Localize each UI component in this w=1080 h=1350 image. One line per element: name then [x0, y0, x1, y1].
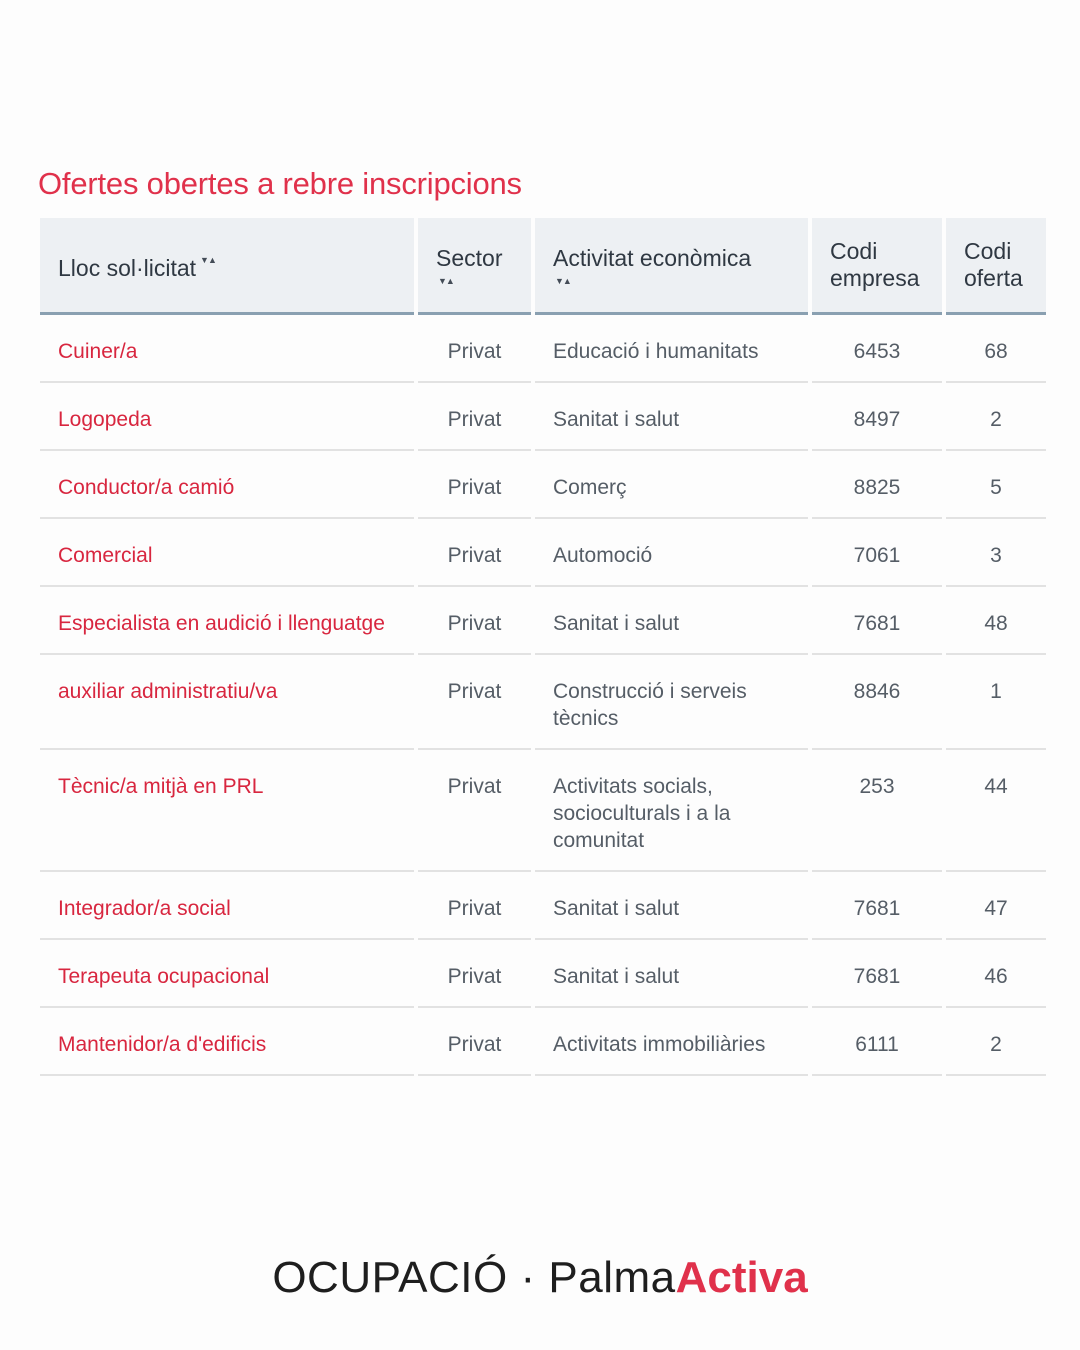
page-title: Ofertes obertes a rebre inscripcions	[38, 166, 522, 201]
sector-cell: Privat	[418, 451, 531, 519]
activitat-cell: Comerç	[535, 451, 808, 519]
codi-oferta-cell: 1	[946, 655, 1046, 750]
table-row	[40, 383, 1046, 451]
column-header-lloc[interactable]	[40, 218, 414, 315]
codi-empresa-cell: 7061	[812, 519, 942, 587]
table-row	[40, 940, 1046, 1008]
table-row	[40, 519, 1046, 587]
table-row	[40, 750, 1046, 872]
column-header-codi-empresa-line1: Codi	[830, 238, 878, 264]
codi-empresa-cell: 6111	[812, 1008, 942, 1076]
codi-oferta-cell: 68	[946, 315, 1046, 383]
codi-oferta-cell: 48	[946, 587, 1046, 655]
codi-oferta-cell: 46	[946, 940, 1046, 1008]
activitat-cell: Sanitat i salut	[535, 940, 808, 1008]
column-header-codi-oferta[interactable]	[946, 218, 1046, 315]
brand-separator: ·	[520, 1253, 536, 1302]
codi-oferta-cell: 44	[946, 750, 1046, 872]
codi-oferta-cell: 2	[946, 1008, 1046, 1076]
table-row	[40, 451, 1046, 519]
codi-empresa-cell: 7681	[812, 872, 942, 940]
codi-empresa-cell: 253	[812, 750, 942, 872]
activitat-cell: Automoció	[535, 519, 808, 587]
table-row	[40, 1008, 1046, 1076]
column-header-codi-empresa-line2: empresa	[830, 265, 920, 291]
brand-palma: Palma	[548, 1253, 676, 1302]
job-link[interactable]: Tècnic/a mitjà en PRL	[40, 750, 414, 872]
sector-cell: Privat	[418, 872, 531, 940]
activitat-cell: Sanitat i salut	[535, 383, 808, 451]
codi-empresa-cell: 8825	[812, 451, 942, 519]
codi-oferta-cell: 5	[946, 451, 1046, 519]
brand-activa: Activa	[675, 1253, 808, 1302]
table-header	[40, 218, 1046, 315]
sector-cell: Privat	[418, 315, 531, 383]
activitat-cell: Sanitat i salut	[535, 587, 808, 655]
table-row	[40, 655, 1046, 750]
sort-icon[interactable]: ▼▲	[200, 254, 216, 265]
table-row	[40, 315, 1046, 383]
sector-cell: Privat	[418, 750, 531, 872]
job-link[interactable]: Mantenidor/a d'edificis	[40, 1008, 414, 1076]
offers-table	[36, 218, 1050, 1076]
codi-oferta-cell: 2	[946, 383, 1046, 451]
column-header-codi-empresa[interactable]	[812, 218, 942, 315]
sort-icon[interactable]: ▼▲	[555, 275, 571, 286]
column-header-codi-oferta-line1: Codi	[964, 238, 1012, 264]
column-header-activitat[interactable]	[535, 218, 808, 315]
activitat-cell: Educació i humanitats	[535, 315, 808, 383]
activitat-cell: Activitats immobiliàries	[535, 1008, 808, 1076]
job-link[interactable]: Integrador/a social	[40, 872, 414, 940]
brand-footer	[0, 1253, 1080, 1303]
activitat-cell: Sanitat i salut	[535, 872, 808, 940]
sector-cell: Privat	[418, 1008, 531, 1076]
job-link[interactable]: Terapeuta ocupacional	[40, 940, 414, 1008]
job-link[interactable]: auxiliar administratiu/va	[40, 655, 414, 750]
job-link[interactable]: Logopeda	[40, 383, 414, 451]
sector-cell: Privat	[418, 655, 531, 750]
column-header-sector[interactable]	[418, 218, 531, 315]
codi-oferta-cell: 47	[946, 872, 1046, 940]
job-link[interactable]: Conductor/a camió	[40, 451, 414, 519]
column-header-sector-label: Sector	[436, 244, 503, 271]
sector-cell: Privat	[418, 587, 531, 655]
sort-icon[interactable]: ▼▲	[438, 275, 454, 286]
brand-ocupacio: OCUPACIÓ	[272, 1253, 508, 1302]
table-row	[40, 587, 1046, 655]
codi-empresa-cell: 7681	[812, 587, 942, 655]
table-body	[40, 315, 1046, 1076]
codi-empresa-cell: 6453	[812, 315, 942, 383]
sector-cell: Privat	[418, 383, 531, 451]
column-header-lloc-label: Lloc sol·licitat	[58, 254, 197, 281]
brand-logo	[548, 1253, 807, 1302]
column-header-activitat-label: Activitat econòmica	[553, 244, 752, 271]
activitat-cell: Activitats socials, socioculturals i a la comunitat	[535, 750, 808, 872]
codi-empresa-cell: 8497	[812, 383, 942, 451]
column-header-codi-oferta-line2: oferta	[964, 265, 1023, 291]
sector-cell: Privat	[418, 940, 531, 1008]
job-link[interactable]: Cuiner/a	[40, 315, 414, 383]
job-link[interactable]: Especialista en audició i llenguatge	[40, 587, 414, 655]
activitat-cell: Construcció i serveis tècnics	[535, 655, 808, 750]
job-link[interactable]: Comercial	[40, 519, 414, 587]
table-row	[40, 872, 1046, 940]
codi-empresa-cell: 8846	[812, 655, 942, 750]
sector-cell: Privat	[418, 519, 531, 587]
codi-oferta-cell: 3	[946, 519, 1046, 587]
codi-empresa-cell: 7681	[812, 940, 942, 1008]
